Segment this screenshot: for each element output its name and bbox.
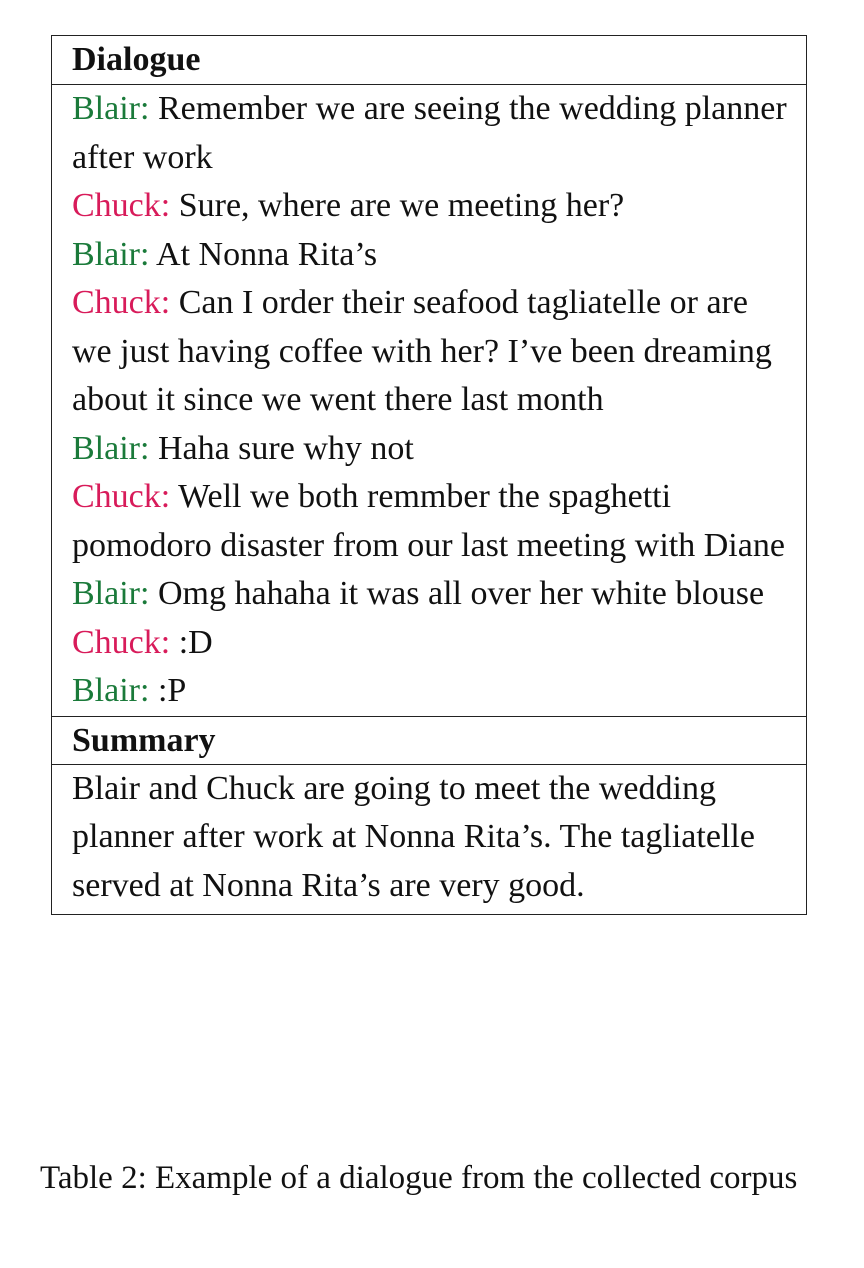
summary-text: Blair and Chuck are going to meet the wedding planner after work at Nonna Rita’s. The tagliatelle served at Nonna Rita’s are very good. [72, 769, 755, 904]
dialogue-turn [72, 425, 788, 474]
speaker-label: Chuck: [72, 284, 171, 321]
turn-text: Haha sure why not [149, 429, 414, 467]
dialogue-turn [72, 182, 788, 231]
turn-text: :D [170, 623, 213, 661]
dialogue-header: Dialogue [52, 36, 806, 85]
speaker-label: Blair: [72, 672, 150, 709]
turn-text: Can I order their seafood tagliatelle or are we just having coffee with her? I’ve been dreaming about it since we went there last month [72, 284, 772, 418]
table-caption: Table 2: Example of a dialogue from the collected corpus [40, 1160, 798, 1196]
speaker-label: Blair: [72, 429, 150, 467]
speaker-label: Chuck: [72, 478, 171, 515]
dialogue-turn [72, 85, 788, 182]
turn-text: Remember we are seeing the wedding planner after work [72, 90, 787, 176]
summary-header: Summary [52, 716, 806, 765]
dialogue-turn [72, 619, 788, 668]
dialogue-turn [72, 570, 788, 619]
dialogue-turns [52, 85, 806, 716]
dialogue-turn [72, 667, 788, 716]
turn-text: Well we both remmber the spaghetti pomodoro disaster from our last meeting with Diane [72, 478, 785, 564]
speaker-label: Blair: [72, 90, 150, 127]
turn-text: Omg hahaha it was all over her white blouse [149, 575, 765, 612]
dialogue-turn [72, 231, 788, 280]
dialogue-table [51, 35, 807, 915]
turn-text: At Nonna Rita’s [149, 235, 378, 273]
dialogue-turn [72, 473, 788, 570]
speaker-label: Chuck: [72, 187, 171, 224]
turn-text: Sure, where are we meeting her? [170, 187, 625, 224]
speaker-label: Blair: [72, 575, 150, 612]
dialogue-turn [72, 279, 788, 425]
speaker-label: Chuck: [72, 623, 171, 661]
turn-text: :P [149, 672, 187, 709]
speaker-label: Blair: [72, 235, 150, 273]
